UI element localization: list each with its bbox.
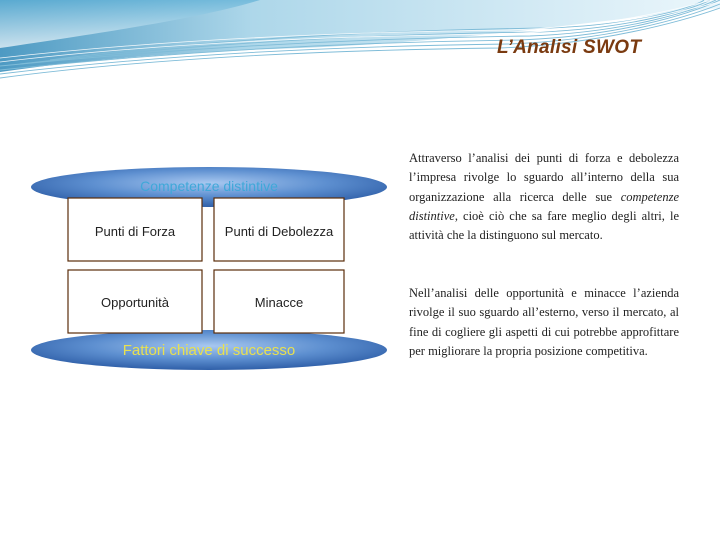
punti-di-debolezza-label: Punti di Debolezza xyxy=(224,224,334,239)
competenze-distintive-label: Competenze distintive xyxy=(140,178,278,194)
fattori-chiave-label: Fattori chiave di successo xyxy=(122,342,296,359)
slide-title: L’Analisi SWOT xyxy=(497,37,642,58)
paragraph-esterno: Nell’analisi delle opportunità e minacce l’azienda rivolge il suo sguardo all’esterno, verso il mercato, al fine di cogliere gli aspetti di cui potrebbe approfittare per migliorare la propria posizione competitiva. xyxy=(409,286,679,358)
opportunita-label: Opportunità xyxy=(101,295,169,310)
punti-di-forza-label: Punti di Forza xyxy=(94,224,176,239)
paragraph-interno: Attraverso l’analisi dei punti di forza e debolezza l’impresa rivolge lo sguardo all’interno della sua organizzazione alla ricerca delle sue competenze distintive, cioè ciò che sa fare meglio degli altri, le attività che la distinguono sul mercato. xyxy=(409,151,679,243)
minacce-label: Minacce xyxy=(254,295,304,310)
